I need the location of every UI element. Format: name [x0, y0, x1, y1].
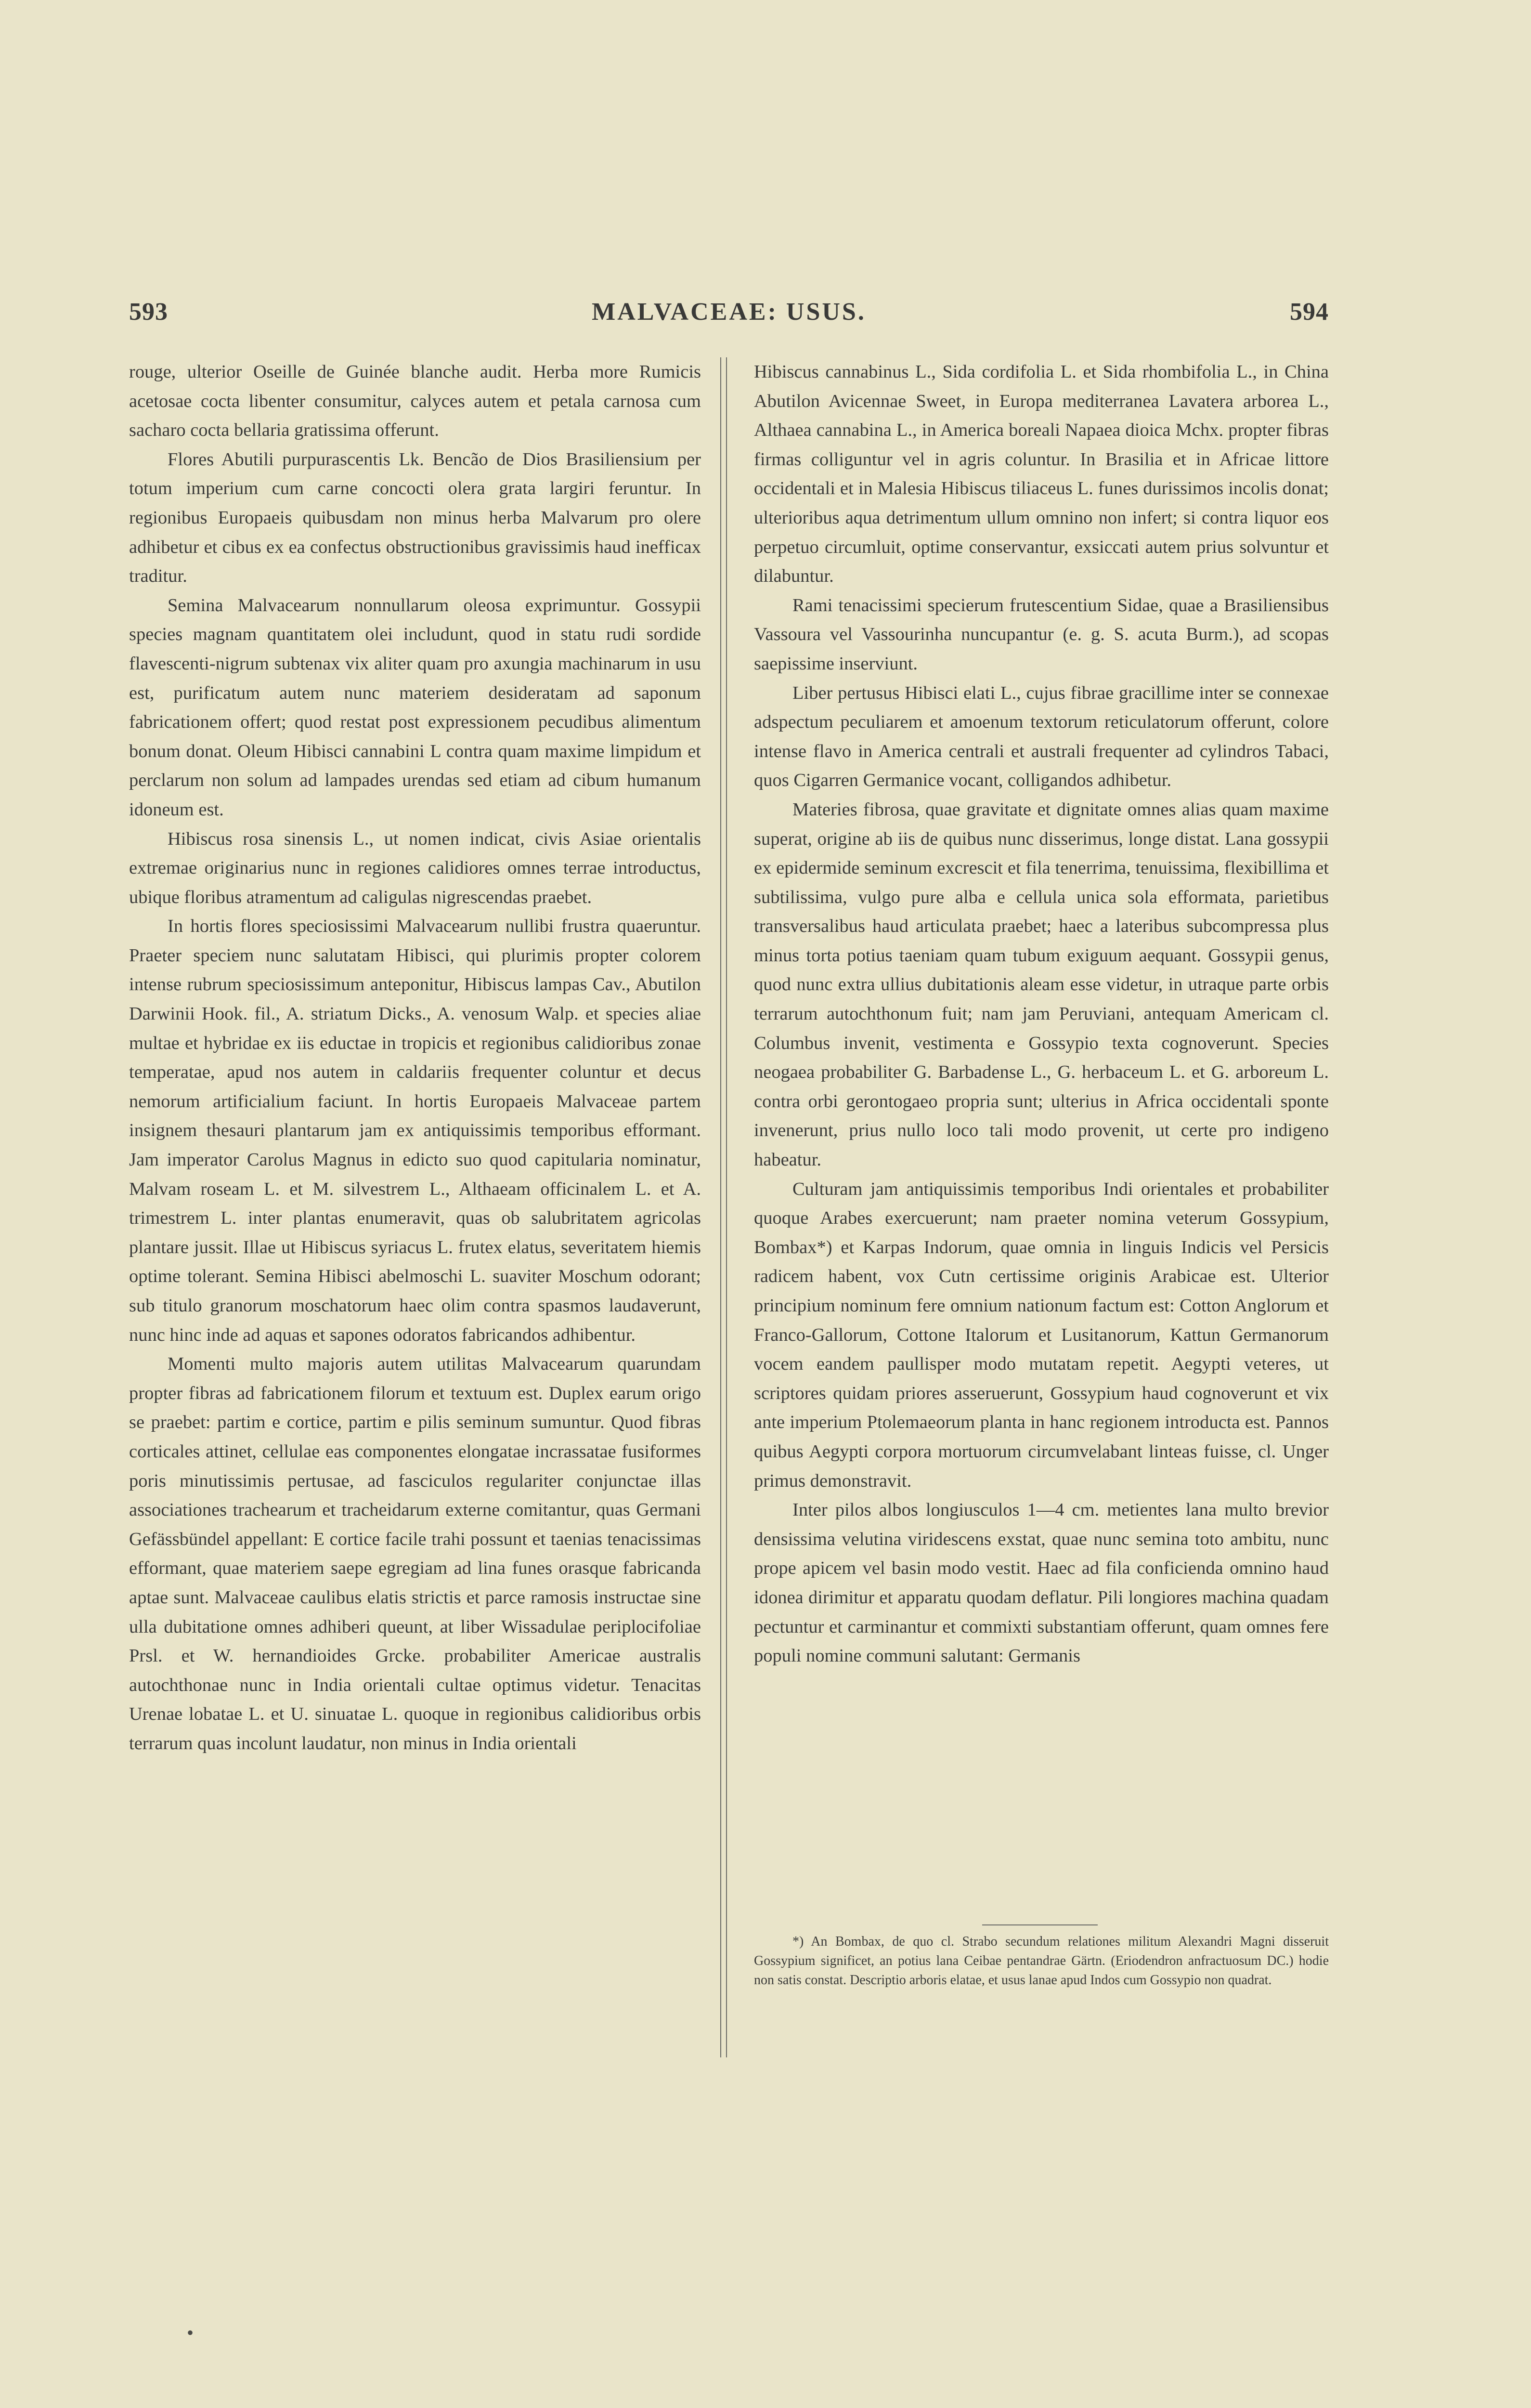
paragraph: Inter pilos albos longiusculos 1—4 cm. metientes lana multo brevior densissima velutina viridescens exstat, quae nunc semina toto ambitu, nunc prope apicem vel basin modo vestit. Haec ad fila conficienda omnino haud idonea dirimitur et apparatu quodam deflatur. Pili longiores machina quadam pectuntur et carminantur et commixti substantiam offerunt, quam omnes fere populi nomine communi salutant: Germanis	[754, 1500, 1329, 1666]
footnote-rule	[982, 1924, 1098, 1925]
running-title: MALVACEAE: USUS.	[592, 298, 866, 326]
footnote	[754, 1932, 1329, 1990]
paragraph: Flores Abutili purpurascentis Lk. Bencão de Dios Brasiliensium per totum imperium cum carne concocti olera grata largiri feruntur. In regionibus Europaeis quibusdam non minus herba Malvarum pro olere adhibetur et cibus ex ea confectus obstructionibus gravissimis haud inefficax traditur.	[129, 449, 701, 587]
paragraph: rouge, ulterior Oseille de Guinée blanche audit. Herba more Rumicis acetosae cocta libenter consumitur, calyces autem et petala carnosa cum sacharo cocta bellaria gratissima offerunt.	[129, 362, 701, 441]
paragraph: Rami tenacissimi specierum frutescentium Sidae, quae a Brasiliensibus Vassoura vel Vassourinha nuncupantur (e. g. S. acuta Burm.), ad scopas saepissime inserviunt.	[754, 595, 1329, 674]
paragraph: Culturam jam antiquissimis temporibus Indi orientales et probabiliter quoque Arabes exercuerunt; nam praeter nomina veterum Gossypium, Bombax*) et Karpas Indorum, quae omnia in linguis Indicis vel Persicis radicem habent, vox Cutn certissime originis Arabicae est. Ulterior principium nominum fere omnium nationum factum est: Cotton Anglorum et Franco-Gallorum, Cottone Italorum et Lusitanorum, Kattun Germanorum vocem eandem paullisper modo mutatam repetit. Aegypti veteres, ut scriptores quidam priores asseruerunt, Gossypium haud cognoverunt et vix ante imperium Ptolemaeorum planta in hanc regionem introducta est. Pannos quibus Aegypti corpora mortuorum circumvelabant linteas fuisse, cl. Unger primus demonstravit.	[754, 1178, 1329, 1491]
ink-speck: •	[187, 2322, 194, 2343]
page-number-right: 594	[1290, 298, 1329, 326]
column-divider	[720, 357, 727, 2057]
paragraph: Semina Malvacearum nonnullarum oleosa exprimuntur. Gossypii species magnam quantitatem olei includunt, quod in statu rudi sordide flavescenti-nigrum subtenax vix aliter quam pro axungia machinarum in usu est, purificatum autem nunc materiem desideratam ad saponum fabricationem offert; quod restat post expressionem pecudibus alimentum bonum donat. Oleum Hibisci cannabini L contra quam maxime limpidum et perclarum non solum ad lampades urendas sed etiam ad cibum humanum idoneum est.	[129, 595, 701, 820]
paragraph: Liber pertusus Hibisci elati L., cujus fibrae gracillime inter se connexae adspectum peculiarem et amoenum textorum reticulatorum offerunt, colore intense flavo in America centrali et australi frequenter ad cylindros Tabaci, quos Cigarren Germanice vocant, colligandos adhibetur.	[754, 682, 1329, 791]
paragraph: Hibiscus rosa sinensis L., ut nomen indicat, civis Asiae orientalis extremae originarius nunc in regiones calidiores omnes terrae introductus, ubique floribus atramentum ad caligulas nigrescendas praebet.	[129, 828, 701, 907]
page-header	[129, 298, 1329, 336]
paragraph: In hortis flores speciosissimi Malvacearum nullibi frustra quaeruntur. Praeter speciem nunc salutatam Hibisci, qui plurimis propter colorem intense rubrum speciosissimum anteponitur, Hibiscus lampas Cav., Abutilon Darwinii Hook. fil., A. striatum Dicks., A. venosum Walp. et species aliae multae et hybridae ex iis eductae in tropicis et regionibus calidioribus zonae temperatae, apud nos autem in caldariis frequenter coluntur et decus nemorum artificialium faciunt. In hortis Europaeis Malvaceae partem insignem thesauri plantarum jam ex antiquissimis temporibus efformant. Jam imperator Carolus Magnus in edicto suo quod capitularia nominatur, Malvam roseam L. et M. silvestrem L., Althaeam officinalem L. et A. trimestrem L. inter plantas enumeravit, quas ob salubritatem agricolas plantare jussit. Illae ut Hibiscus syriacus L. frutex elatus, severitatem hiemis optime tolerant. Semina Hibisci abelmoschi L. suaviter Moschum odorant; sub titulo granorum moschatorum haec olim contra spasmos laudaverunt, nunc hinc inde ad aquas et sapones odoratos fabricandos adhibentur.	[129, 916, 701, 1345]
footnote-text: *) An Bombax, de quo cl. Strabo secundum relationes militum Alexandri Magni disseruit Gossypium significet, an potius lana Ceibae pentandrae Gärtn. (Eriodendron anfractuosum DC.) hodie non satis constat. Descriptio arboris elatae, et usus lanae apud Indos cum Gossypio non quadrat.	[754, 1934, 1329, 1988]
page-number-left: 593	[129, 298, 168, 326]
paragraph: Materies fibrosa, quae gravitate et dignitate omnes alias quam maxime superat, origine ab iis de quibus nunc disserimus, longe distat. Lana gossypii ex epidermide seminum excrescit et fila tenerrima, tenuissima, flexibillima et subtilissima, vulgo pure alba e cellula unica sola efformata, parietibus transversalibus haud articulata praebet; haec a lateribus subcompressa plus minus torta potius taeniam quam tubum exiguum aequant. Gossypii genus, quod nunc extra ullius dubitationis aleam esse videtur, in utraque parte orbis terrarum autochthonum fuit; nam jam Peruviani, antequam Americam cl. Columbus invenit, vestimenta e Gossypio texta cognoverunt. Species neogaea probabiliter G. Barbadense L., G. herbaceum L. et G. arboreum L. contra orbi gerontogaeo propria sunt; ulterius in Africa occidentali sponte invenerunt, prius nullo loco tali modo provenit, ut certe pro indigeno habeatur.	[754, 799, 1329, 1170]
paragraph: Momenti multo majoris autem utilitas Malvacearum quarundam propter fibras ad fabricationem filorum et textuum est. Duplex earum origo se praebet: partim e cortice, partim e pilis seminum sumuntur. Quod fibras corticales attinet, cellulae eas componentes elongatae incrassatae fusiformes poris minutissimis pertusae, ad fasciculos regulariter conjunctae illas associationes trachearum et tracheidarum externe comitantur, quas Germani Gefässbündel appellant: E cortice facile trahi possunt et taenias tenacissimas efformant, quae materiem saepe egregiam ad lina funes orasque fabricanda aptae sunt. Malvaceae caulibus elatis strictis et parce ramosis instructae sine ulla dubitatione omnes adhiberi queunt, at liber Wissadulae periplocifoliae Prsl. et W. hernandioides Grcke. probabiliter Americae australis autochthonae nunc in India orientali cultae optimus videtur. Tenacitas Urenae lobatae L. et U. sinuatae L. quoque in regionibus calidioribus orbis terrarum quas incolunt laudatur, non minus in India orientali	[129, 1354, 701, 1754]
right-column	[754, 357, 1329, 1671]
paragraph: Hibiscus cannabinus L., Sida cordifolia L. et Sida rhombifolia L., in China Abutilon Avicennae Sweet, in Europa mediterranea Lavatera arborea L., Althaea cannabina L., in America boreali Napaea dioica Mchx. propter fibras firmas colliguntur vel in agris coluntur. In Brasilia et in Africae littore occidentali et in Malesia Hibiscus tiliaceus L. funes durissimos incolis donat; ulterioribus aqua detrimentum ullum omnino non infert; si contra liquor eos perpetuo circumluit, optime conservantur, exsiccati autem prius solvuntur et dilabuntur.	[754, 362, 1329, 587]
left-column	[129, 357, 701, 1758]
